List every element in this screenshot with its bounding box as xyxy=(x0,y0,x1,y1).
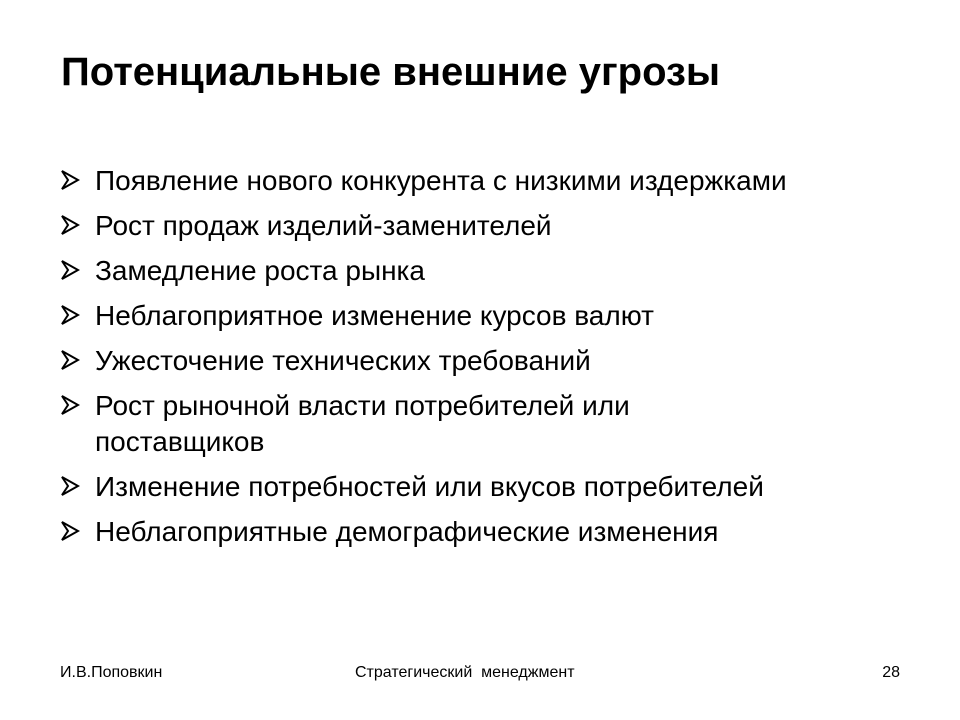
bullet-item xyxy=(60,208,920,244)
bullet-text: Изменение потребностей или вкусов потребителей xyxy=(95,471,764,502)
footer-author: И.В.Поповкин xyxy=(60,664,163,681)
page-number: 28 xyxy=(882,664,900,681)
bullet-text: Замедление роста рынка xyxy=(95,255,425,286)
arrowhead-bullet-icon xyxy=(60,514,95,541)
bullet-item xyxy=(60,163,920,199)
footer-course-title: Стратегический менеджмент xyxy=(355,664,575,681)
arrowhead-bullet-icon xyxy=(60,208,95,235)
bullet-item xyxy=(60,343,920,379)
bullet-list xyxy=(60,163,920,559)
bullet-text: Рост рыночной власти потребителей или поставщиков xyxy=(95,390,630,457)
bullet-item xyxy=(60,298,920,334)
bullet-text: Ужесточение технических требований xyxy=(95,345,591,376)
arrowhead-bullet-icon xyxy=(60,388,95,415)
bullet-text: Неблагоприятное изменение курсов валют xyxy=(95,300,654,331)
arrowhead-bullet-icon xyxy=(60,343,95,370)
bullet-item xyxy=(60,253,920,289)
slide-title: Потенциальные внешние угрозы xyxy=(61,50,721,94)
bullet-item xyxy=(60,388,920,460)
arrowhead-bullet-icon xyxy=(60,253,95,280)
arrowhead-bullet-icon xyxy=(60,298,95,325)
bullet-item xyxy=(60,469,920,505)
bullet-text: Рост продаж изделий-заменителей xyxy=(95,210,552,241)
arrowhead-bullet-icon xyxy=(60,163,95,190)
arrowhead-bullet-icon xyxy=(60,469,95,496)
bullet-text: Появление нового конкурента с низкими издержками xyxy=(95,165,787,196)
bullet-text: Неблагоприятные демографические изменения xyxy=(95,516,719,547)
bullet-item xyxy=(60,514,920,550)
